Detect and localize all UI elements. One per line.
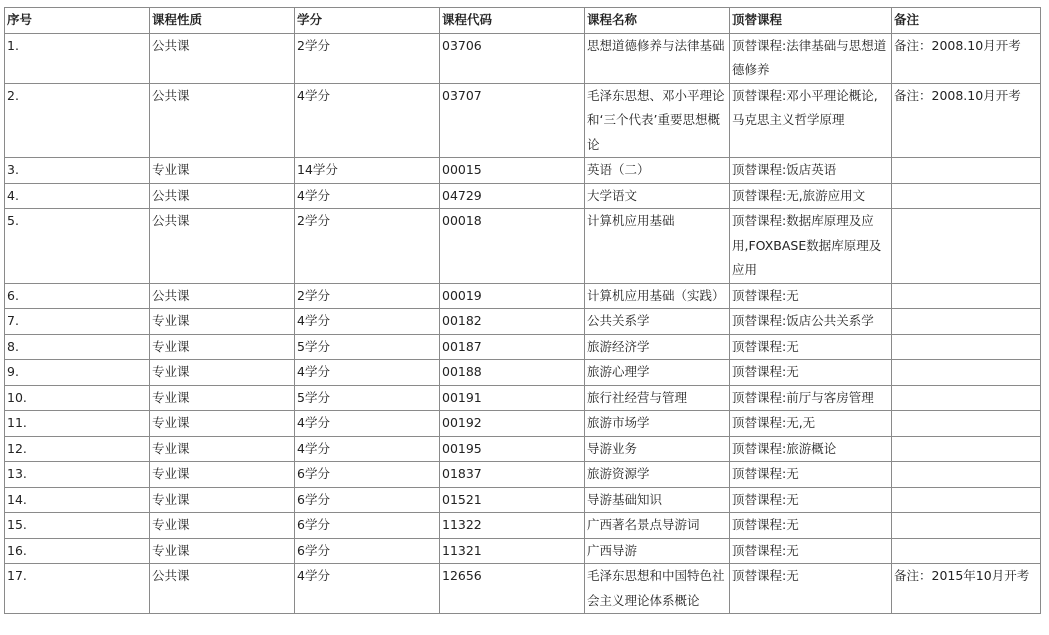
cell-substitute-course: 顶替课程:邓小平理论概论,马克思主义哲学原理 bbox=[730, 83, 892, 158]
cell-course-code: 01837 bbox=[440, 462, 585, 488]
table-body bbox=[5, 33, 1041, 614]
cell-course-code: 00192 bbox=[440, 411, 585, 437]
table-row bbox=[5, 334, 1041, 360]
table-row bbox=[5, 462, 1041, 488]
cell-credits: 2学分 bbox=[295, 283, 440, 309]
table-row bbox=[5, 283, 1041, 309]
cell-credits: 4学分 bbox=[295, 83, 440, 158]
cell-remarks bbox=[892, 183, 1041, 209]
cell-substitute-course: 顶替课程:饭店英语 bbox=[730, 158, 892, 184]
cell-remarks bbox=[892, 309, 1041, 335]
cell-substitute-course: 顶替课程:无 bbox=[730, 462, 892, 488]
cell-course-type: 公共课 bbox=[150, 564, 295, 614]
cell-course-name: 大学语文 bbox=[585, 183, 730, 209]
cell-course-name: 英语（二） bbox=[585, 158, 730, 184]
cell-remarks: 备注：2015年10月开考 bbox=[892, 564, 1041, 614]
cell-course-name: 计算机应用基础（实践） bbox=[585, 283, 730, 309]
cell-index: 3. bbox=[5, 158, 150, 184]
cell-credits: 4学分 bbox=[295, 411, 440, 437]
table-row bbox=[5, 309, 1041, 335]
cell-course-type: 专业课 bbox=[150, 462, 295, 488]
cell-remarks bbox=[892, 385, 1041, 411]
cell-course-code: 12656 bbox=[440, 564, 585, 614]
cell-credits: 2学分 bbox=[295, 33, 440, 83]
cell-course-code: 00191 bbox=[440, 385, 585, 411]
cell-substitute-course: 顶替课程:无 bbox=[730, 538, 892, 564]
cell-index: 12. bbox=[5, 436, 150, 462]
cell-course-name: 广西导游 bbox=[585, 538, 730, 564]
cell-index: 14. bbox=[5, 487, 150, 513]
table-row bbox=[5, 360, 1041, 386]
cell-course-code: 03706 bbox=[440, 33, 585, 83]
cell-substitute-course: 顶替课程:无 bbox=[730, 564, 892, 614]
cell-substitute-course: 顶替课程:无,无 bbox=[730, 411, 892, 437]
cell-course-name: 旅行社经营与管理 bbox=[585, 385, 730, 411]
cell-remarks bbox=[892, 411, 1041, 437]
cell-credits: 2学分 bbox=[295, 209, 440, 284]
cell-course-type: 专业课 bbox=[150, 334, 295, 360]
cell-remarks bbox=[892, 283, 1041, 309]
cell-course-type: 专业课 bbox=[150, 385, 295, 411]
cell-credits: 4学分 bbox=[295, 564, 440, 614]
cell-remarks: 备注：2008.10月开考 bbox=[892, 33, 1041, 83]
cell-course-name: 计算机应用基础 bbox=[585, 209, 730, 284]
cell-index: 13. bbox=[5, 462, 150, 488]
cell-index: 1. bbox=[5, 33, 150, 83]
cell-credits: 6学分 bbox=[295, 538, 440, 564]
cell-course-name: 公共关系学 bbox=[585, 309, 730, 335]
cell-course-code: 00195 bbox=[440, 436, 585, 462]
table-row bbox=[5, 538, 1041, 564]
cell-course-type: 公共课 bbox=[150, 83, 295, 158]
table-row bbox=[5, 436, 1041, 462]
cell-course-name: 思想道德修养与法律基础 bbox=[585, 33, 730, 83]
cell-course-type: 专业课 bbox=[150, 513, 295, 539]
cell-course-name: 旅游资源学 bbox=[585, 462, 730, 488]
cell-credits: 5学分 bbox=[295, 385, 440, 411]
cell-course-name: 旅游市场学 bbox=[585, 411, 730, 437]
cell-course-code: 01521 bbox=[440, 487, 585, 513]
cell-credits: 4学分 bbox=[295, 183, 440, 209]
cell-course-type: 公共课 bbox=[150, 283, 295, 309]
cell-course-name: 旅游心理学 bbox=[585, 360, 730, 386]
cell-substitute-course: 顶替课程:无 bbox=[730, 360, 892, 386]
cell-credits: 4学分 bbox=[295, 309, 440, 335]
cell-course-code: 00019 bbox=[440, 283, 585, 309]
cell-course-type: 专业课 bbox=[150, 411, 295, 437]
cell-index: 15. bbox=[5, 513, 150, 539]
cell-credits: 5学分 bbox=[295, 334, 440, 360]
cell-remarks bbox=[892, 487, 1041, 513]
table-row bbox=[5, 158, 1041, 184]
cell-index: 8. bbox=[5, 334, 150, 360]
cell-index: 7. bbox=[5, 309, 150, 335]
cell-course-name: 导游业务 bbox=[585, 436, 730, 462]
table-row bbox=[5, 411, 1041, 437]
cell-credits: 6学分 bbox=[295, 513, 440, 539]
cell-course-name: 导游基础知识 bbox=[585, 487, 730, 513]
course-table bbox=[4, 7, 1041, 614]
cell-course-type: 公共课 bbox=[150, 209, 295, 284]
cell-course-code: 04729 bbox=[440, 183, 585, 209]
cell-credits: 6学分 bbox=[295, 462, 440, 488]
cell-course-type: 公共课 bbox=[150, 183, 295, 209]
cell-remarks bbox=[892, 538, 1041, 564]
table-row bbox=[5, 513, 1041, 539]
cell-course-name: 旅游经济学 bbox=[585, 334, 730, 360]
cell-substitute-course: 顶替课程:法律基础与思想道德修养 bbox=[730, 33, 892, 83]
cell-substitute-course: 顶替课程:无,旅游应用文 bbox=[730, 183, 892, 209]
cell-substitute-course: 顶替课程:饭店公共关系学 bbox=[730, 309, 892, 335]
cell-course-code: 03707 bbox=[440, 83, 585, 158]
cell-substitute-course: 顶替课程:无 bbox=[730, 513, 892, 539]
cell-course-code: 00015 bbox=[440, 158, 585, 184]
cell-course-type: 专业课 bbox=[150, 158, 295, 184]
cell-remarks bbox=[892, 513, 1041, 539]
cell-course-code: 00188 bbox=[440, 360, 585, 386]
cell-course-type: 专业课 bbox=[150, 360, 295, 386]
cell-substitute-course: 顶替课程:无 bbox=[730, 334, 892, 360]
cell-remarks bbox=[892, 360, 1041, 386]
cell-substitute-course: 顶替课程:无 bbox=[730, 283, 892, 309]
cell-credits: 4学分 bbox=[295, 436, 440, 462]
cell-remarks bbox=[892, 462, 1041, 488]
cell-remarks bbox=[892, 334, 1041, 360]
cell-course-code: 11322 bbox=[440, 513, 585, 539]
header-credits: 学分 bbox=[295, 8, 440, 34]
header-course-code: 课程代码 bbox=[440, 8, 585, 34]
cell-course-name: 毛泽东思想和中国特色社会主义理论体系概论 bbox=[585, 564, 730, 614]
table-header-row bbox=[5, 8, 1041, 34]
table-row bbox=[5, 33, 1041, 83]
cell-credits: 4学分 bbox=[295, 360, 440, 386]
cell-credits: 14学分 bbox=[295, 158, 440, 184]
cell-course-code: 00182 bbox=[440, 309, 585, 335]
cell-index: 16. bbox=[5, 538, 150, 564]
cell-index: 10. bbox=[5, 385, 150, 411]
cell-index: 5. bbox=[5, 209, 150, 284]
cell-course-type: 专业课 bbox=[150, 309, 295, 335]
cell-substitute-course: 顶替课程:前厅与客房管理 bbox=[730, 385, 892, 411]
table-row bbox=[5, 487, 1041, 513]
cell-course-type: 专业课 bbox=[150, 538, 295, 564]
table-row bbox=[5, 564, 1041, 614]
header-course-name: 课程名称 bbox=[585, 8, 730, 34]
header-remarks: 备注 bbox=[892, 8, 1041, 34]
cell-index: 6. bbox=[5, 283, 150, 309]
cell-course-name: 广西著名景点导游词 bbox=[585, 513, 730, 539]
cell-remarks bbox=[892, 436, 1041, 462]
cell-course-type: 专业课 bbox=[150, 487, 295, 513]
table-row bbox=[5, 83, 1041, 158]
header-index: 序号 bbox=[5, 8, 150, 34]
cell-index: 4. bbox=[5, 183, 150, 209]
header-substitute-course: 顶替课程 bbox=[730, 8, 892, 34]
cell-substitute-course: 顶替课程:无 bbox=[730, 487, 892, 513]
cell-course-code: 00018 bbox=[440, 209, 585, 284]
cell-course-name: 毛泽东思想、邓小平理论和‘三个代表’重要思想概论 bbox=[585, 83, 730, 158]
cell-index: 11. bbox=[5, 411, 150, 437]
header-course-type: 课程性质 bbox=[150, 8, 295, 34]
cell-remarks: 备注：2008.10月开考 bbox=[892, 83, 1041, 158]
cell-substitute-course: 顶替课程:旅游概论 bbox=[730, 436, 892, 462]
cell-substitute-course: 顶替课程:数据库原理及应用,FOXBASE数据库原理及应用 bbox=[730, 209, 892, 284]
cell-index: 9. bbox=[5, 360, 150, 386]
table-row bbox=[5, 209, 1041, 284]
cell-course-code: 00187 bbox=[440, 334, 585, 360]
cell-course-type: 公共课 bbox=[150, 33, 295, 83]
table-row bbox=[5, 385, 1041, 411]
cell-remarks bbox=[892, 158, 1041, 184]
cell-credits: 6学分 bbox=[295, 487, 440, 513]
cell-index: 17. bbox=[5, 564, 150, 614]
cell-course-type: 专业课 bbox=[150, 436, 295, 462]
cell-remarks bbox=[892, 209, 1041, 284]
cell-course-code: 11321 bbox=[440, 538, 585, 564]
cell-index: 2. bbox=[5, 83, 150, 158]
table-row bbox=[5, 183, 1041, 209]
